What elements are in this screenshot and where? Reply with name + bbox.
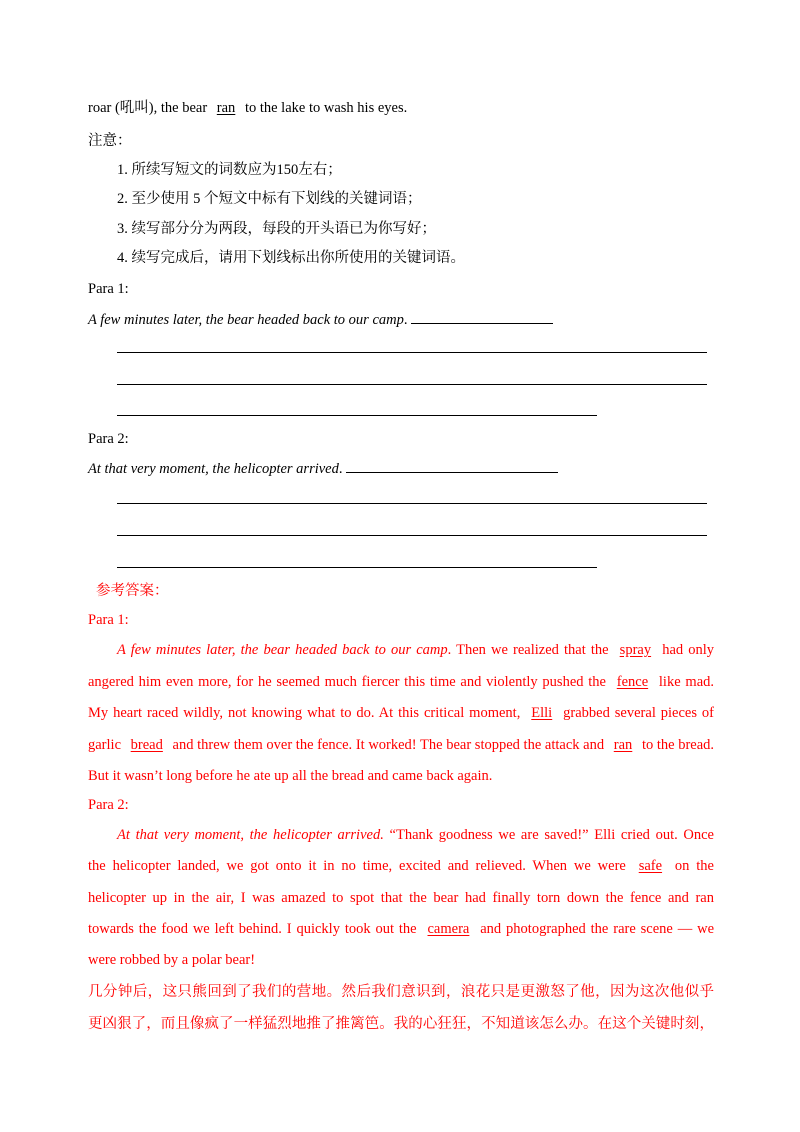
keyword-safe: safe: [638, 858, 663, 874]
answer-blank[interactable]: [346, 458, 558, 473]
intro-pre: roar (吼叫), the bear: [88, 100, 208, 116]
answer-text: . Then we realized that the: [447, 642, 609, 658]
intro-keyword: ran: [216, 100, 236, 116]
answer-text: garlic: [88, 737, 122, 753]
task-para1-label: Para 1:: [88, 281, 129, 297]
keyword-elli: Elli: [531, 705, 553, 721]
answer-p2-line-2: [88, 856, 714, 876]
note-item-2: 2. 至少使用 5 个短文中标有下划线的关键词语；: [117, 191, 422, 207]
answer-p2-line-4: [88, 919, 714, 939]
note-item-1: 1. 所续写短文的词数应为150左右；: [117, 162, 342, 178]
answer-p1-line-1: [117, 640, 714, 660]
answer-p2-line-5: were robbed by a polar bear!: [88, 952, 256, 968]
task-para2-label: Para 2:: [88, 431, 129, 447]
writing-line[interactable]: [117, 535, 707, 536]
answer-p1-opening: A few minutes later, the bear headed back to our camp: [117, 642, 448, 658]
keyword-bread: bread: [130, 737, 163, 753]
writing-line[interactable]: [117, 567, 597, 568]
answer-text: had only: [662, 642, 715, 658]
answer-text: like mad.: [658, 674, 714, 690]
task-para2-end: .: [338, 461, 343, 477]
answer-chinese-line-2: 更凶狠了，而且像疯了一样猛烈地推了推篱笆。我的心狂狂，不知道该怎么办。在这个关键时刻，: [88, 1016, 714, 1032]
notes-heading: 注意：: [88, 133, 132, 149]
task-para1-opening-line: [88, 309, 553, 330]
task-para1-end: .: [403, 312, 408, 328]
answer-blank[interactable]: [411, 309, 553, 324]
answer-text: angered him even more, for he seemed much fiercer this time and violently pushed the: [88, 674, 606, 690]
writing-line[interactable]: [117, 384, 707, 385]
answer-text: towards the food we left behind. I quickly took out the: [88, 921, 417, 937]
answer-p2-line-1: [117, 825, 714, 845]
answer-p1-line-2: [88, 672, 714, 692]
keyword-ran: ran: [613, 737, 633, 753]
answer-text: and photographed the rare scene — we: [480, 921, 714, 937]
answer-text: on the: [674, 858, 714, 874]
task-para2-opening: At that very moment, the helicopter arrived: [88, 461, 339, 477]
intro-line: [88, 98, 407, 118]
answer-p1-line-5: But it wasn’t long before he ate up all the bread and came back again.: [88, 768, 493, 784]
answer-text: the helicopter landed, we got onto it in no time, excited and relieved. When we were: [88, 858, 626, 874]
keyword-spray: spray: [619, 642, 652, 658]
answer-text: and threw them over the fence. It worked! The bear stopped the attack and: [172, 737, 605, 753]
answer-para1-label: Para 1:: [88, 612, 129, 628]
answer-p2-line-3: helicopter up in the air, I was amazed to spot that the bear had finally torn down the fence and ran: [88, 890, 714, 906]
writing-line[interactable]: [117, 352, 707, 353]
answer-text: “Thank goodness we are saved!” Elli cried out. Once: [389, 827, 714, 843]
writing-line[interactable]: [117, 415, 597, 416]
keyword-camera: camera: [427, 921, 470, 937]
note-item-3: 3. 续写部分分为两段，每段的开头语已为你写好；: [117, 221, 436, 237]
answer-text: to the bread.: [641, 737, 715, 753]
answer-p1-line-4: [88, 735, 714, 755]
answer-heading: 参考答案：: [96, 583, 169, 599]
answer-p2-opening: At that very moment, the helicopter arrived.: [117, 827, 384, 843]
answer-chinese-line-1: 几分钟后，这只熊回到了我们的营地。然后我们意识到，浪花只是更激怒了他，因为这次他似乎: [88, 984, 714, 1000]
intro-post: to the lake to wash his eyes.: [244, 100, 408, 116]
answer-para2-label: Para 2:: [88, 797, 129, 813]
answer-text: grabbed several pieces of: [563, 705, 715, 721]
note-item-4: 4. 续写完成后，请用下划线标出你所使用的关键词语。: [117, 250, 465, 266]
writing-line[interactable]: [117, 503, 707, 504]
task-para1-opening: A few minutes later, the bear headed back to our camp: [88, 312, 404, 328]
task-para2-opening-line: [88, 458, 558, 479]
answer-p1-line-3: [88, 703, 714, 723]
keyword-fence: fence: [616, 674, 649, 690]
answer-text: My heart raced wildly, not knowing what to do. At this critical moment,: [88, 705, 521, 721]
